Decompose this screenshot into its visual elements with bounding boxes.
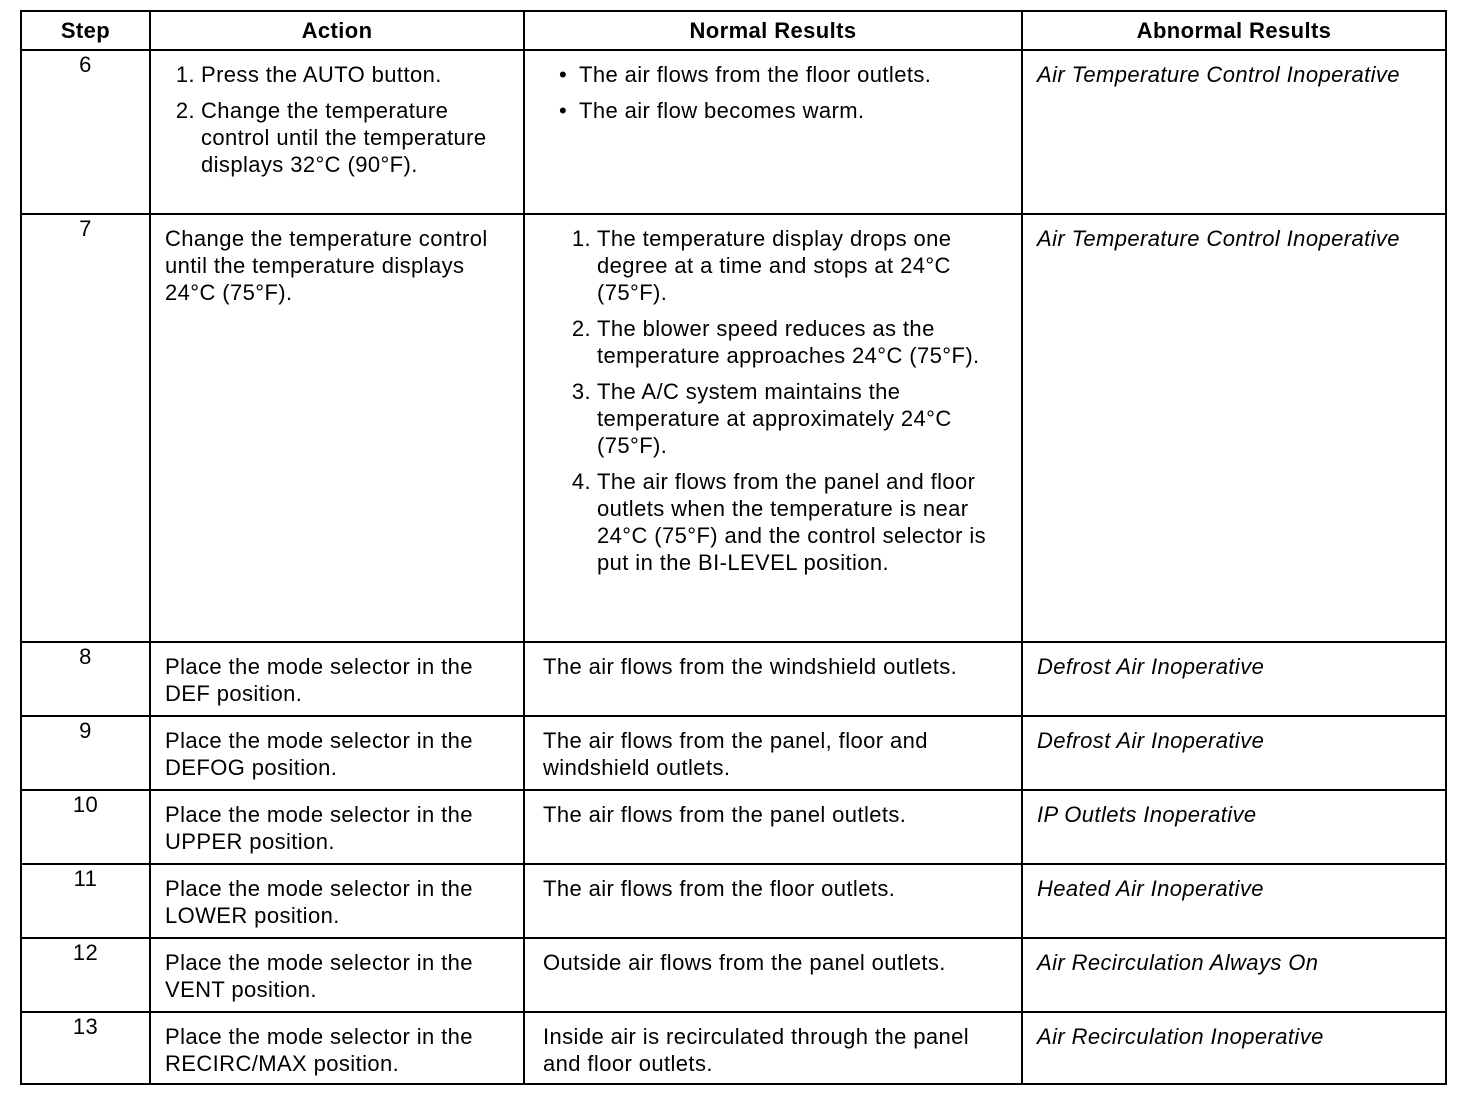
action-cell <box>150 50 524 214</box>
list-item: 2. Change the temperature control until the temperature displays 32°C (90°F). <box>175 98 487 177</box>
normal-results-list <box>553 61 1011 124</box>
list-item: 2. The blower speed reduces as the temperature approaches 24°C (75°F). <box>571 316 980 368</box>
table-row <box>21 642 1446 716</box>
normal-results-cell: The air flows from the panel, floor and windshield outlets. <box>524 716 1022 790</box>
list-item: 1. The temperature display drops one degree at a time and stops at 24°C (75°F). <box>571 226 952 305</box>
normal-results-cell <box>524 214 1022 642</box>
step-number: 6 <box>21 50 150 214</box>
table-row <box>21 938 1446 1012</box>
abnormal-results-cell: Defrost Air Inoperative <box>1022 642 1446 716</box>
action-cell: Place the mode selector in the LOWER position. <box>150 864 524 938</box>
table-row <box>21 1012 1446 1084</box>
step-number: 11 <box>21 864 150 938</box>
normal-results-cell: Outside air flows from the panel outlets. <box>524 938 1022 1012</box>
abnormal-results-cell: Heated Air Inoperative <box>1022 864 1446 938</box>
header-normal-results: Normal Results <box>524 11 1022 50</box>
abnormal-results-cell: IP Outlets Inoperative <box>1022 790 1446 864</box>
table-row <box>21 50 1446 214</box>
step-number: 10 <box>21 790 150 864</box>
procedure-table <box>20 10 1447 1085</box>
step-number: 9 <box>21 716 150 790</box>
step-number: 12 <box>21 938 150 1012</box>
normal-results-cell <box>524 50 1022 214</box>
list-item: 3. The A/C system maintains the temperature at approximately 24°C (75°F). <box>571 379 952 458</box>
action-cell: Place the mode selector in the DEFOG position. <box>150 716 524 790</box>
normal-results-list <box>561 225 1011 576</box>
list-item: 1. Press the AUTO button. <box>175 62 442 87</box>
action-list <box>165 61 513 178</box>
normal-results-cell: The air flows from the windshield outlets. <box>524 642 1022 716</box>
table-row <box>21 716 1446 790</box>
table-row <box>21 214 1446 642</box>
table-row <box>21 864 1446 938</box>
header-abnormal-results: Abnormal Results <box>1022 11 1446 50</box>
step-number: 8 <box>21 642 150 716</box>
normal-results-cell: The air flows from the floor outlets. <box>524 864 1022 938</box>
action-cell: Place the mode selector in the UPPER position. <box>150 790 524 864</box>
action-cell: Place the mode selector in the DEF position. <box>150 642 524 716</box>
step-number: 7 <box>21 214 150 642</box>
abnormal-results-cell: Air Temperature Control Inoperative <box>1022 214 1446 642</box>
action-cell: Place the mode selector in the VENT position. <box>150 938 524 1012</box>
list-item: • The air flows from the floor outlets. <box>559 62 932 87</box>
header-action: Action <box>150 11 524 50</box>
header-row <box>21 11 1446 50</box>
step-number: 13 <box>21 1012 150 1084</box>
abnormal-results-cell: Air Recirculation Always On <box>1022 938 1446 1012</box>
normal-results-cell: The air flows from the panel outlets. <box>524 790 1022 864</box>
table-row <box>21 790 1446 864</box>
abnormal-results-cell: Air Temperature Control Inoperative <box>1022 50 1446 214</box>
list-item: • The air flow becomes warm. <box>559 98 865 123</box>
action-cell: Place the mode selector in the RECIRC/MAX position. <box>150 1012 524 1084</box>
header-step: Step <box>21 11 150 50</box>
action-cell: Change the temperature control until the temperature displays 24°C (75°F). <box>150 214 524 642</box>
abnormal-results-cell: Air Recirculation Inoperative <box>1022 1012 1446 1084</box>
normal-results-cell: Inside air is recirculated through the panel and floor outlets. <box>524 1012 1022 1084</box>
list-item: 4. The air flows from the panel and floor outlets when the temperature is near 24°C (75°F) and the control selector is put in the BI-LEVEL position. <box>571 469 987 575</box>
abnormal-results-cell: Defrost Air Inoperative <box>1022 716 1446 790</box>
